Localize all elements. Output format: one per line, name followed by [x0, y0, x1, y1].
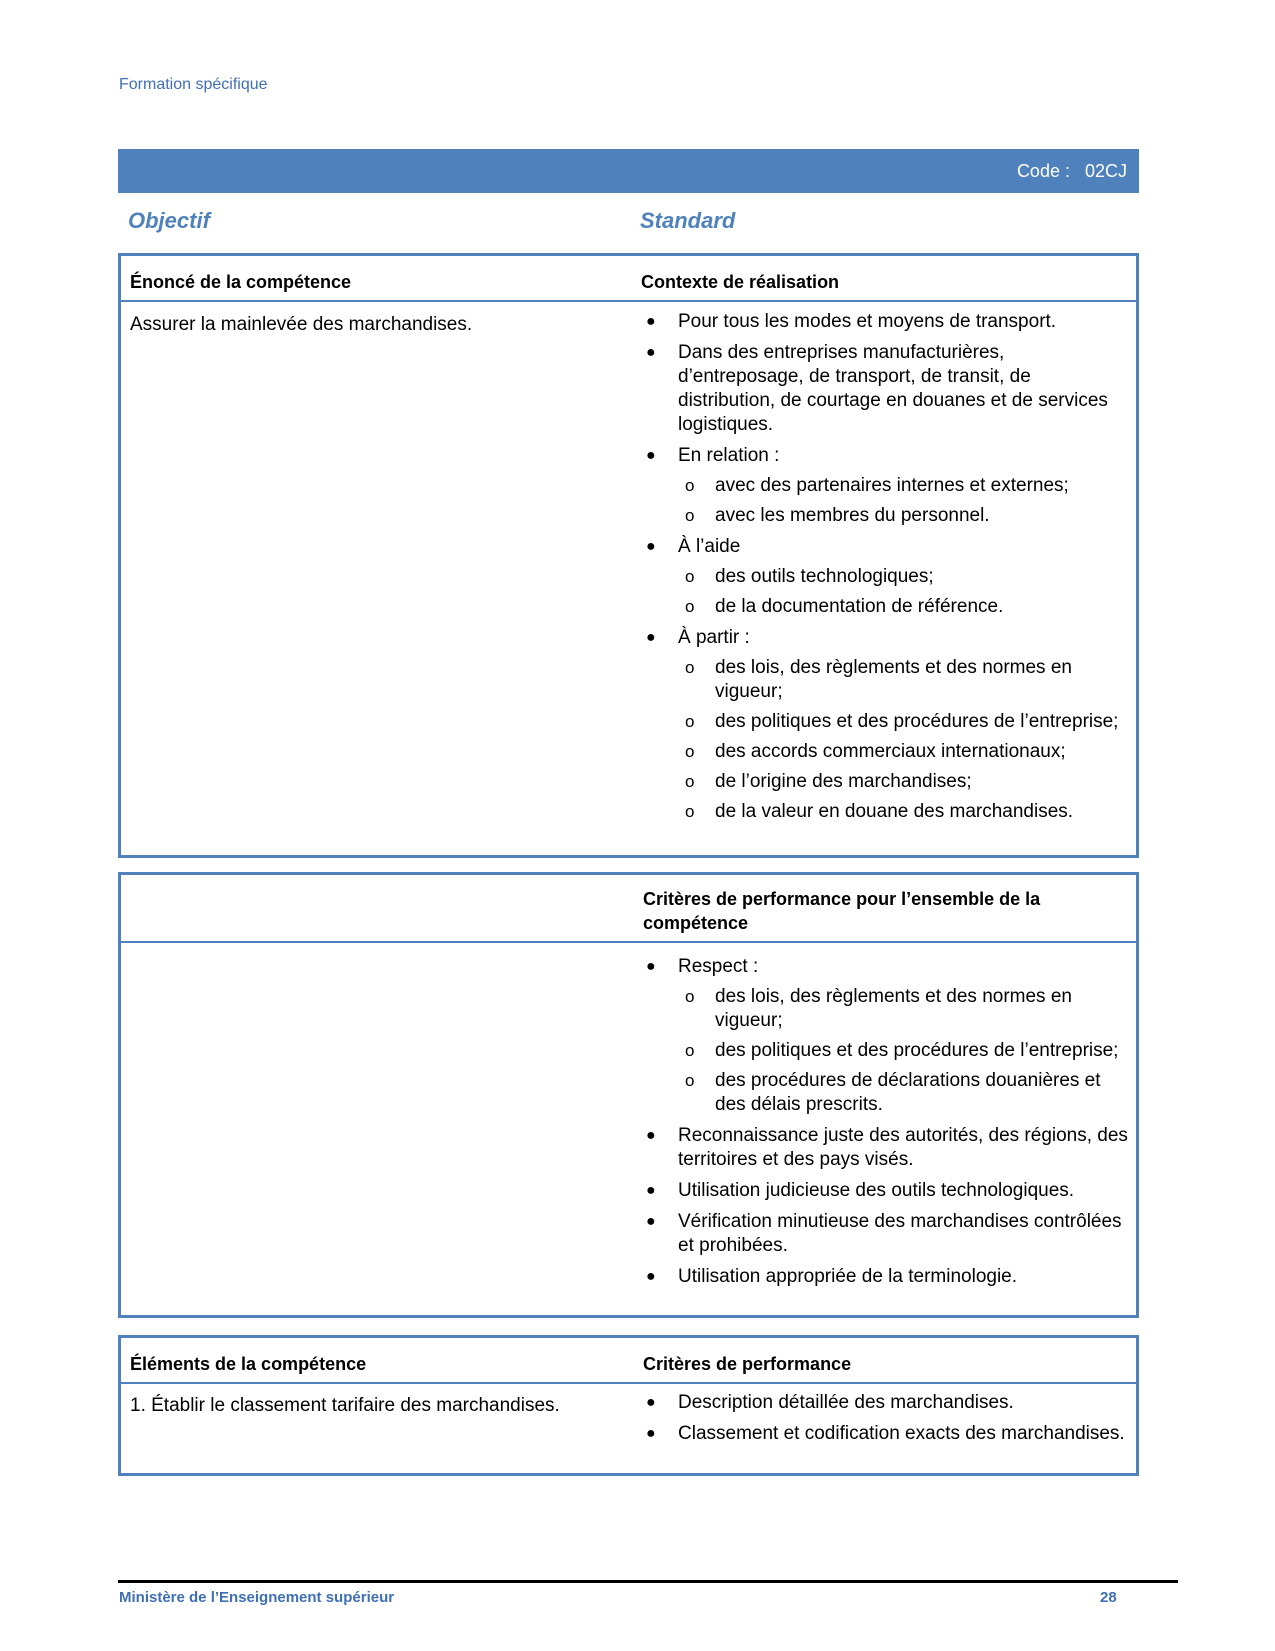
overall-criteria-list — [643, 955, 1128, 1296]
list-item — [643, 444, 1128, 528]
list-item — [643, 341, 1128, 437]
statement-title: Énoncé de la compétence — [130, 272, 352, 292]
list-item-text: Reconnaissance juste des autorités, des régions, des territoires et des pays visés. — [678, 1125, 1128, 1170]
list-item-text: Respect : — [678, 956, 759, 977]
competency-element: 1. Établir le classement tarifaire des marchandises. — [130, 1395, 560, 1416]
sub-list-item — [678, 740, 1128, 764]
list-item — [643, 1422, 1128, 1446]
list-item — [643, 1124, 1128, 1172]
element-criteria-list — [643, 1391, 1128, 1453]
list-item-text: Classement et codification exacts des marchandises. — [678, 1423, 1125, 1444]
sub-list-item-text: de la documentation de référence. — [715, 596, 1004, 617]
list-item-text: Pour tous les modes et moyens de transport. — [678, 311, 1057, 332]
list-item — [643, 1210, 1128, 1258]
competency-elements-box — [118, 1335, 1139, 1476]
sub-list — [678, 474, 1128, 528]
bullet-dot-icon: ● — [646, 1425, 656, 1442]
list-item-text: Utilisation appropriée de la terminologie. — [678, 1266, 1018, 1287]
list-item-text: À partir : — [678, 627, 750, 648]
objectif-heading: Objectif — [128, 208, 210, 233]
list-item-text: En relation : — [678, 445, 780, 466]
bullet-dot-icon: ● — [646, 344, 656, 361]
bullet-circle-icon: o — [685, 1041, 695, 1060]
code-bar — [118, 149, 1139, 193]
bullet-circle-icon: o — [685, 1071, 695, 1090]
sub-list-item — [678, 1069, 1128, 1117]
list-item — [643, 955, 1128, 1117]
box-header — [121, 1338, 1136, 1384]
list-item — [643, 626, 1128, 824]
performance-criteria-title: Critères de performance — [643, 1354, 852, 1374]
standard-heading: Standard — [640, 208, 736, 233]
sub-list-item — [678, 1039, 1128, 1063]
bullet-circle-icon: o — [685, 802, 695, 821]
list-item — [643, 1179, 1128, 1203]
box-header — [121, 256, 1136, 302]
bullet-circle-icon: o — [685, 742, 695, 761]
sub-list-item-text: des politiques et des procédures de l’entreprise; — [715, 711, 1119, 732]
bullet-circle-icon: o — [685, 772, 695, 791]
list-item-text: Dans des entreprises manufacturières, d’entreposage, de transport, de transit, de distribution, de courtage en douanes et de services logistiques. — [678, 342, 1108, 435]
sub-list-item-text: des lois, des règlements et des normes en vigueur; — [715, 657, 1072, 702]
bullet-circle-icon: o — [685, 506, 695, 525]
sub-list-item — [678, 656, 1128, 704]
sub-list-item-text: des outils technologiques; — [715, 566, 934, 587]
competency-statement: Assurer la mainlevée des marchandises. — [130, 314, 473, 335]
bullet-circle-icon: o — [685, 712, 695, 731]
elements-title: Éléments de la compétence — [130, 1354, 367, 1374]
footer-divider — [118, 1580, 1178, 1583]
list-item — [643, 1391, 1128, 1415]
sub-list-item — [678, 710, 1128, 734]
running-title: Formation spécifique — [119, 76, 268, 93]
bullet-circle-icon: o — [685, 476, 695, 495]
context-list — [643, 310, 1128, 831]
bullet-dot-icon: ● — [646, 629, 656, 646]
bullet-dot-icon: ● — [646, 447, 656, 464]
bullet-dot-icon: ● — [646, 1182, 656, 1199]
bullet-dot-icon: ● — [646, 1127, 656, 1144]
box-header — [121, 875, 1136, 943]
bullet-dot-icon: ● — [646, 1394, 656, 1411]
bullet-dot-icon: ● — [646, 1268, 656, 1285]
sub-list-item-text: de l’origine des marchandises; — [715, 771, 972, 792]
sub-list-item-text: des procédures de déclarations douanières et des délais prescrits. — [715, 1070, 1101, 1115]
sub-list-item — [678, 565, 1128, 589]
competency-code: Code : 02CJ — [1016, 161, 1127, 181]
bullet-circle-icon: o — [685, 987, 695, 1006]
overall-criteria-box — [118, 872, 1139, 1318]
bullet-dot-icon: ● — [646, 958, 656, 975]
sub-list-item-text: des politiques et des procédures de l’entreprise; — [715, 1040, 1119, 1061]
list-item-text: À l’aide — [678, 536, 741, 557]
sub-list-item-text: des lois, des règlements et des normes en vigueur; — [715, 986, 1072, 1031]
footer-ministry: Ministère de l’Enseignement supérieur — [119, 1589, 395, 1606]
bullet-circle-icon: o — [685, 567, 695, 586]
bullet-dot-icon: ● — [646, 1213, 656, 1230]
list-item-text: Vérification minutieuse des marchandises contrôlées et prohibées. — [678, 1211, 1122, 1256]
list-item-text: Description détaillée des marchandises. — [678, 1392, 1014, 1413]
list-item — [643, 535, 1128, 619]
bullet-dot-icon: ● — [646, 313, 656, 330]
sub-list-item — [678, 504, 1128, 528]
sub-list — [678, 656, 1128, 824]
bullet-circle-icon: o — [685, 658, 695, 677]
sub-list-item — [678, 474, 1128, 498]
overall-criteria-title: Critères de performance pour l’ensemble de la compétence — [643, 889, 1041, 933]
sub-list — [678, 985, 1128, 1117]
sub-list-item-text: avec les membres du personnel. — [715, 505, 990, 526]
bullet-dot-icon: ● — [646, 538, 656, 555]
sub-list-item — [678, 800, 1128, 824]
sub-list-item-text: avec des partenaires internes et externes; — [715, 475, 1069, 496]
competency-statement-box — [118, 253, 1139, 858]
list-item — [643, 310, 1128, 334]
list-item — [643, 1265, 1128, 1289]
context-title: Contexte de réalisation — [641, 272, 840, 292]
bullet-circle-icon: o — [685, 597, 695, 616]
sub-list-item — [678, 770, 1128, 794]
sub-list-item-text: des accords commerciaux internationaux; — [715, 741, 1066, 762]
sub-list-item — [678, 985, 1128, 1033]
list-item-text: Utilisation judicieuse des outils technologiques. — [678, 1180, 1075, 1201]
sub-list — [678, 565, 1128, 619]
sub-list-item-text: de la valeur en douane des marchandises. — [715, 801, 1074, 822]
sub-list-item — [678, 595, 1128, 619]
page-number: 28 — [1100, 1589, 1117, 1606]
